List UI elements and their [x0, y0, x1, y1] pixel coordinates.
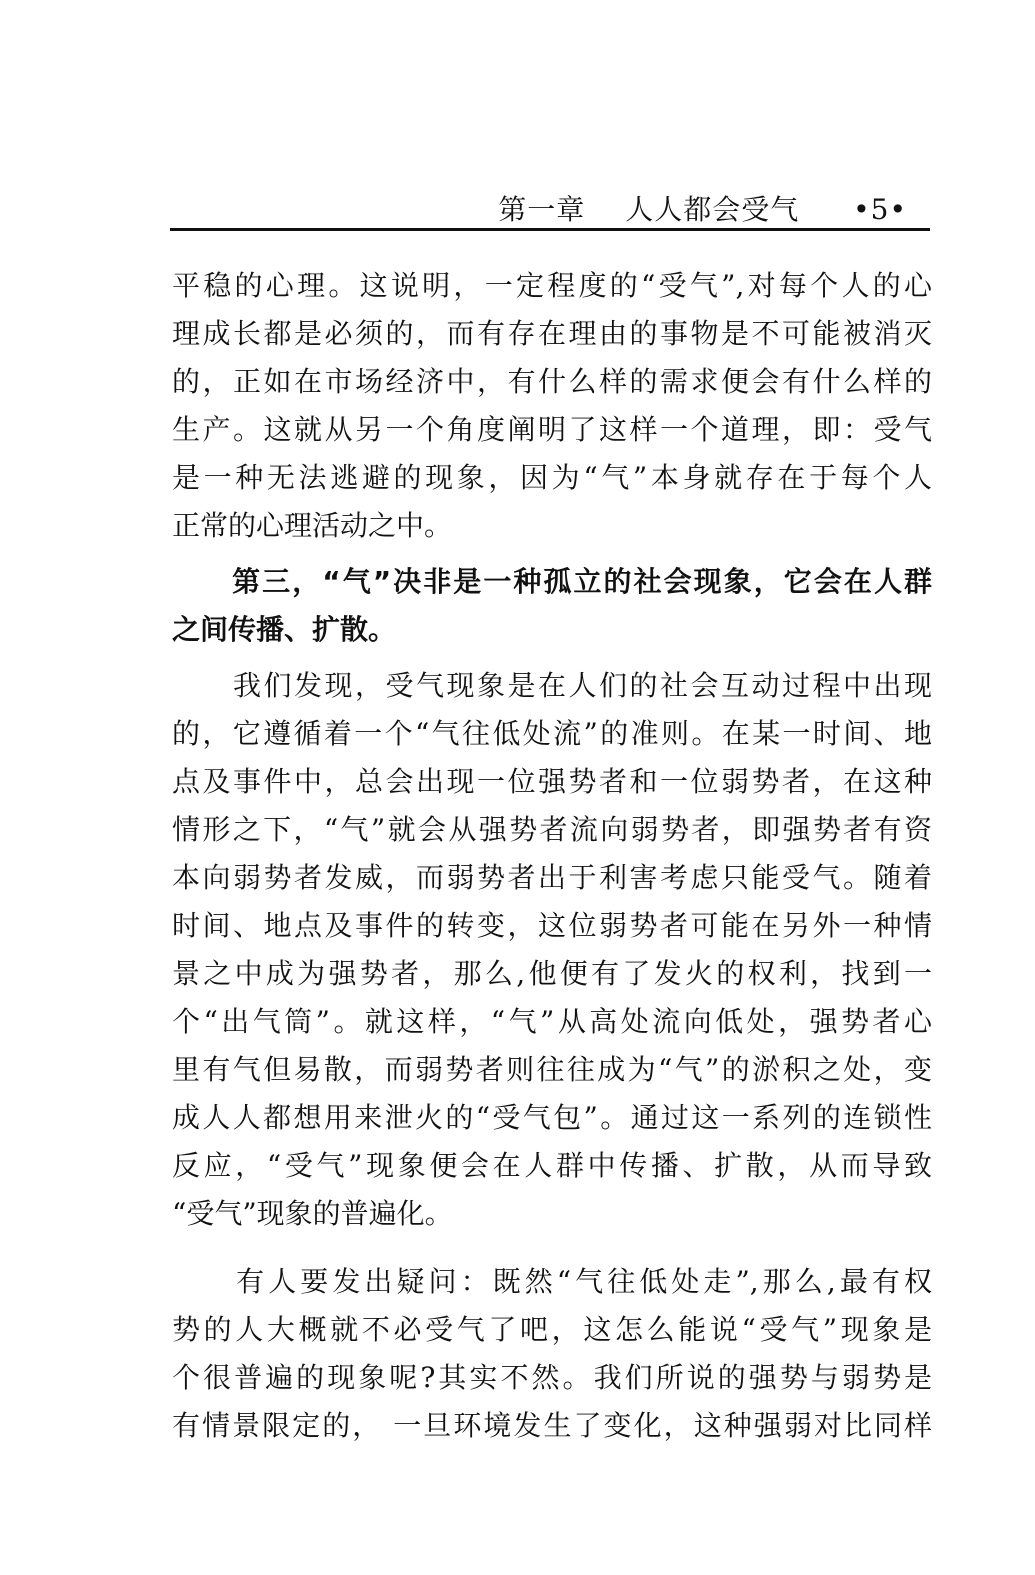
- text-line: 里有气但易散，而弱势者则往往成为“气”的淤积之处，变: [172, 1053, 932, 1086]
- paragraph-3: [172, 662, 932, 1238]
- text-line: 正常的心理活动之中。: [172, 509, 453, 542]
- text-line: 个“出气筒”。就这样，“气”从高处流向低处，强势者心: [172, 1005, 932, 1038]
- text-line: 景之中成为强势者，那么,他便有了发火的权利，找到一: [172, 957, 932, 990]
- text-line: 情形之下，“气”就会从强势者流向弱势者，即强势者有资: [172, 813, 932, 846]
- text-line: “受气”现象的普遍化。: [172, 1197, 453, 1230]
- text-line: 的，它遵循着一个“气往低处流”的准则。在某一时间、地: [172, 717, 932, 750]
- text-line: 有人要发出疑问：既然“气往低处走”,那么,最有权: [172, 1265, 932, 1298]
- header-rule: [170, 228, 930, 231]
- text-line: 成人人都想用来泄火的“受气包”。通过这一系列的连锁性: [172, 1101, 932, 1134]
- text-line: 是一种无法逃避的现象，因为“气”本身就存在于每个人: [172, 461, 932, 494]
- body-text: [172, 262, 932, 1450]
- text-line: 反应，“受气”现象便会在人群中传播、扩散，从而导致: [172, 1149, 932, 1182]
- text-line: 本向弱势者发威，而弱势者出于利害考虑只能受气。随着: [172, 861, 932, 894]
- text-line: 有情景限定的， 一旦环境发生了变化，这种强弱对比同样: [172, 1409, 932, 1442]
- page-number: •5•: [853, 193, 907, 226]
- text-line: 第三，“气”决非是一种孤立的社会现象，它会在人群: [172, 565, 932, 598]
- text-line: 个很普遍的现象呢?其实不然。我们所说的强势与弱势是: [172, 1361, 932, 1394]
- text-line: 势的人大概就不必受气了吧，这怎么能说“受气”现象是: [172, 1313, 932, 1346]
- chapter-label: 第一章: [498, 193, 586, 226]
- paragraph-2-heading: [172, 558, 932, 654]
- text-line: 理成长都是必须的，而有存在理由的事物是不可能被消灭: [172, 317, 932, 350]
- paragraph-4: [172, 1258, 932, 1450]
- text-line: 点及事件中，总会出现一位强势者和一位弱势者，在这种: [172, 765, 932, 798]
- text-line: 我们发现，受气现象是在人们的社会互动过程中出现: [172, 669, 932, 702]
- text-line: 生产。这就从另一个角度阐明了这样一个道理，即：受气: [172, 413, 932, 446]
- chapter-title: 人人都会受气: [625, 193, 800, 226]
- text-line: 之间传播、扩散。: [172, 613, 397, 646]
- paragraph-1: [172, 262, 932, 550]
- text-line: 的，正如在市场经济中，有什么样的需求便会有什么样的: [172, 365, 932, 398]
- running-head: [498, 188, 907, 228]
- text-line: 平稳的心理。这说明，一定程度的“受气”,对每个人的心: [172, 269, 932, 302]
- text-line: 时间、地点及事件的转变，这位弱势者可能在另外一种情: [172, 909, 932, 942]
